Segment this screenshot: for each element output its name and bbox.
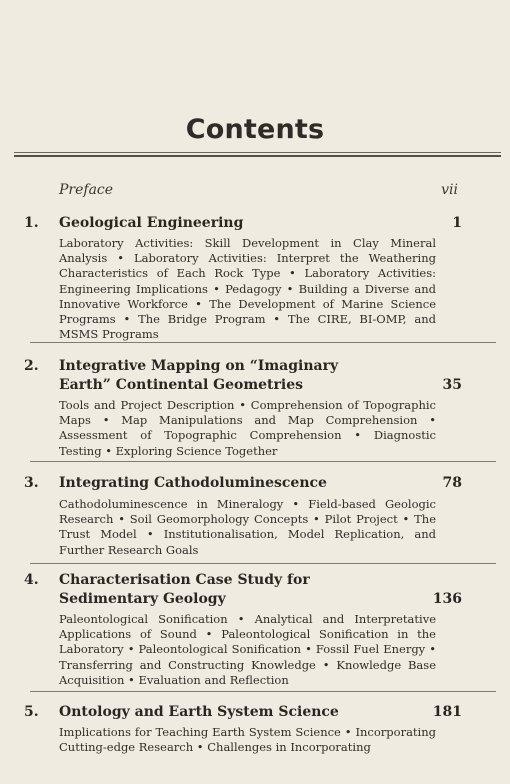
chapter-divider	[30, 342, 496, 343]
preface-entry[interactable]	[0, 182, 510, 202]
chapter-topics: Implications for Teaching Earth System Science • Incorporating Cutting-edge Research • Challenges in Incorporating	[59, 725, 436, 755]
chapter-number: 5.	[24, 704, 39, 720]
chapter-divider	[30, 691, 496, 692]
chapter-title: Characterisation Case Study for Sedimentary Geology	[59, 572, 310, 607]
title-rule-thick	[14, 155, 501, 157]
chapter-title: Geological Engineering	[59, 215, 244, 231]
chapter-page-number: 136	[432, 591, 462, 607]
chapter-title: Integrating Cathodoluminescence	[59, 475, 327, 491]
chapter-topics: Laboratory Activities: Skill Development in Clay Mineral Analysis • Laboratory Activities: Interpret the Weathering Characteristics of Each Rock Type • Laboratory Activities: Engineering Implications • Pedagogy • Building a Diverse and Innovative Workforce • The Development of Marine Science Programs • The Bridge Program • The CIRE, BI-OMP, and MSMS Programs	[59, 236, 436, 342]
chapter-number: 2.	[24, 358, 39, 374]
chapter-title: Ontology and Earth System Science	[59, 704, 339, 720]
chapter-topics: Paleontological Sonification • Analytical and Interpretative Applications of Sound • Paleontological Sonification in the Laboratory • Paleontological Sonification • Fossil Fuel Energy • Transferring and Constructing Knowledge • Knowledge Base Acquisition • Evaluation and Reflection	[59, 612, 436, 687]
chapter-page-number: 78	[442, 475, 462, 491]
chapter-number: 3.	[24, 475, 39, 491]
chapter-page-number: 181	[432, 704, 462, 720]
chapter-divider	[30, 461, 496, 462]
chapter-page-number: 35	[442, 377, 462, 393]
chapter-divider	[30, 563, 496, 564]
title-rule-thin	[14, 152, 501, 153]
chapter-topics: Tools and Project Description • Comprehension of Topographic Maps • Map Manipulations and Map Comprehension • Assessment of Topographic Comprehension • Diagnostic Testing • Exploring Science Together	[59, 398, 436, 458]
chapter-number: 1.	[24, 215, 39, 231]
chapter-page-number: 1	[452, 215, 462, 231]
preface-label: Preface	[59, 182, 114, 198]
chapter-number: 4.	[24, 572, 39, 588]
chapter-topics: Cathodoluminescence in Mineralogy • Field-based Geologic Research • Soil Geomorphology Concepts • Pilot Project • The Trust Model • Institutionalisation, Model Replication, and Further Research Goals	[59, 497, 436, 557]
page-title: Contents	[185, 114, 325, 145]
preface-page-number: vii	[441, 182, 458, 198]
chapter-title: Integrative Mapping on “Imaginary Earth” Continental Geometries	[59, 358, 339, 393]
